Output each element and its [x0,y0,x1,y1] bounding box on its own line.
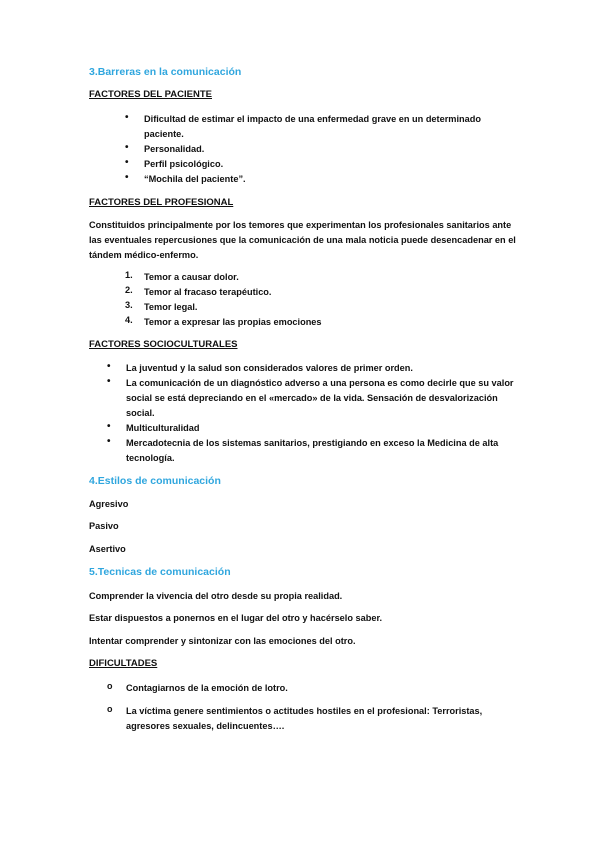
bullet-icon: • [125,112,129,123]
bullet-icon: • [125,157,129,168]
list-item: Temor a expresar las propias emociones [144,317,322,327]
section-heading-techniques: 5.Tecnicas de comunicación [89,566,231,578]
list-number: 2. [125,285,133,295]
sociocultural-factors-heading: FACTORES SOCIOCULTURALES [89,339,238,350]
list-item: La comunicación de un diagnóstico adverso a una persona es como decirle que su valor social se está depreciando en el «mercado» de la vida. Sensación de desvalorización social. [126,378,514,418]
list-item: Personalidad. [144,144,205,154]
list-item: Dificultad de estimar el impacto de una enfermedad grave en un determinado paciente. [144,114,481,139]
professional-factors-heading: FACTORES DEL PROFESIONAL [89,197,234,208]
patient-factors-heading: FACTORES DEL PACIENTE [89,89,212,100]
list-number: 4. [125,315,133,325]
list-number: 3. [125,300,133,310]
style-item: Asertivo [89,544,126,554]
section-heading-barriers: 3.Barreras en la comunicación [89,66,242,78]
bullet-icon: • [107,421,111,432]
list-item: Temor al fracaso terapéutico. [144,287,272,297]
bullet-icon: • [125,142,129,153]
bullet-icon: • [107,361,111,372]
technique-line: Estar dispuestos a ponernos en el lugar del otro y hacérselo saber. [89,613,383,623]
list-item: Temor a causar dolor. [144,272,239,282]
style-item: Agresivo [89,499,129,509]
bullet-icon: • [107,436,111,447]
list-item: La juventud y la salud son considerados valores de primer orden. [126,363,413,373]
list-item: Temor legal. [144,302,198,312]
list-item: Multiculturalidad [126,423,200,433]
bullet-icon: • [125,172,129,183]
difficulties-heading: DIFICULTADES [89,658,158,669]
list-item: Contagiarnos de la emoción de lotro. [126,683,288,693]
list-item: “Mochila del paciente”. [144,174,246,184]
circle-bullet-icon: o [107,704,113,714]
circle-bullet-icon: o [107,681,113,691]
list-item: Mercadotecnia de los sistemas sanitarios, prestigiando en exceso la Medicina de alta tecnología. [126,438,499,463]
section-heading-styles: 4.Estilos de comunicación [89,475,221,487]
bullet-icon: • [107,376,111,387]
list-number: 1. [125,270,133,280]
style-item: Pasivo [89,521,119,531]
professional-intro: Constituidos principalmente por los temores que experimentan los profesionales sanitarios ante las eventuales repercusiones que la comunicación de una mala noticia puede desencadenar en el tándem médico-enfermo. [89,220,516,260]
technique-line: Comprender la vivencia del otro desde su propia realidad. [89,591,343,601]
technique-line: Intentar comprender y sintonizar con las emociones del otro. [89,636,356,646]
list-item: Perfil psicológico. [144,159,224,169]
list-item: La víctima genere sentimientos o actitudes hostiles en el profesional: Terroristas, agresores sexuales, delincuentes…. [126,706,483,731]
